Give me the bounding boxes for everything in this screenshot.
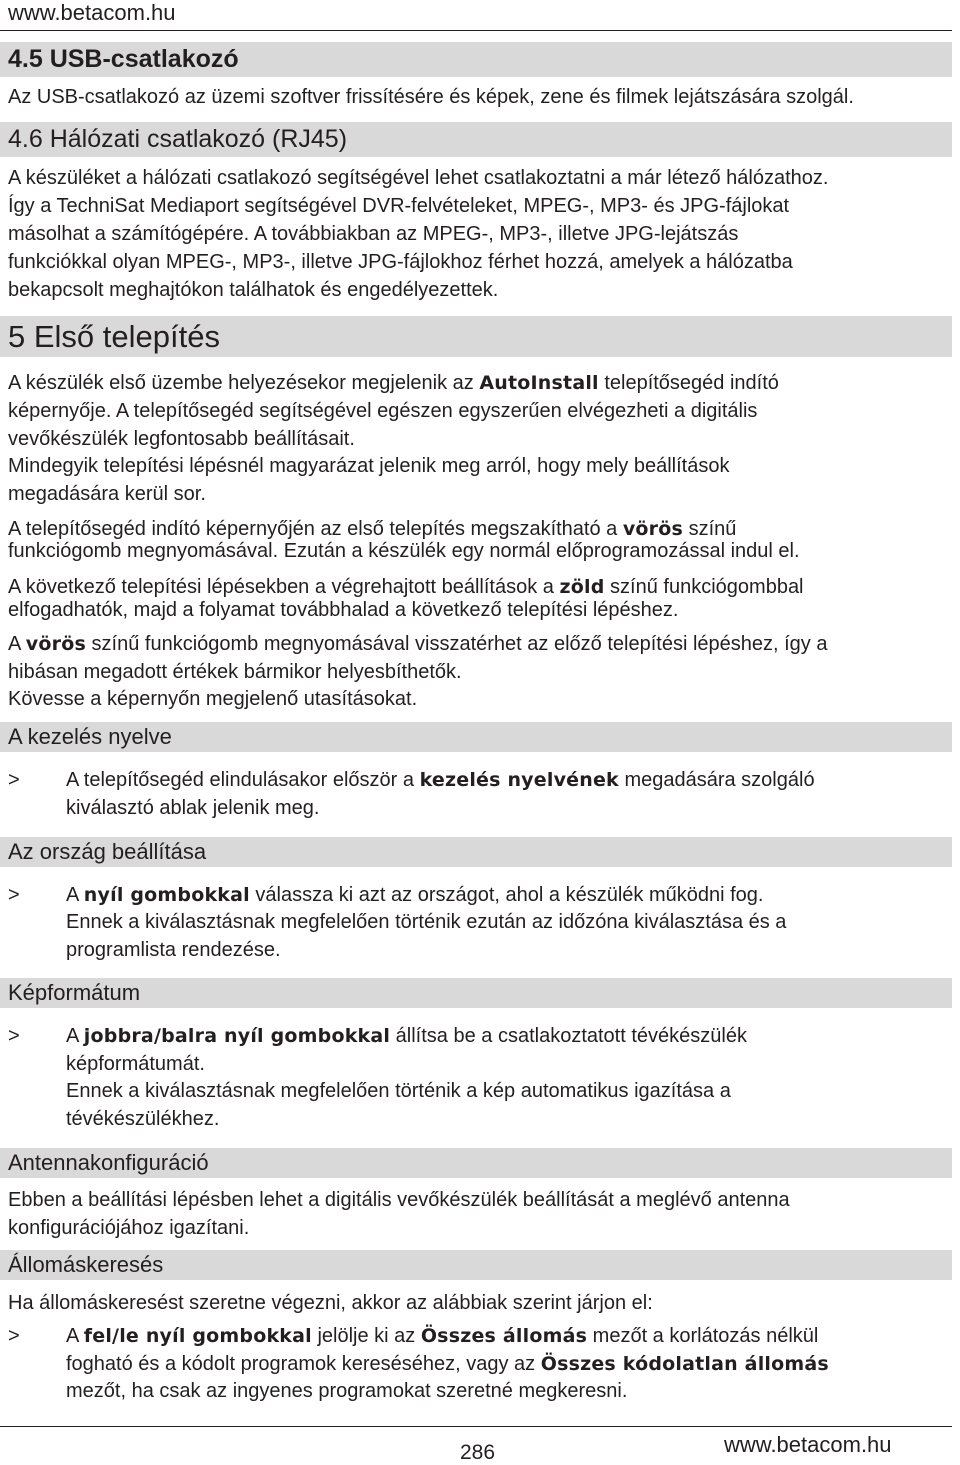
text-run: A következő telepítési lépésekben a végrehajtott beállítások a bbox=[8, 576, 560, 598]
bullet-arrow: > bbox=[8, 769, 20, 791]
picture-format-heading bbox=[0, 978, 952, 1008]
section-5-line-a3: vevőkészülék legfontosabb beállításait. bbox=[8, 428, 355, 450]
bullet-arrow: > bbox=[8, 1325, 20, 1347]
section-4-6-line-2: Így a TechniSat Mediaport segítségével DVR-felvételeket, MPEG-, MP3- és JPG-fájlokat bbox=[8, 195, 790, 217]
country-heading bbox=[0, 837, 952, 867]
bullet-arrow: > bbox=[8, 884, 20, 906]
antenna-line-1: Ebben a beállítási lépésben lehet a digitális vevőkészülék beállítását a meglévő antenna bbox=[8, 1189, 790, 1211]
section-5-line-a5: megadására kerül sor. bbox=[8, 483, 206, 505]
channel-search-line-2 bbox=[66, 1351, 952, 1379]
text-run: A bbox=[66, 1025, 84, 1047]
green-key-term: zöld bbox=[559, 576, 605, 598]
section-5-line-c2: elfogadhatók, majd a folyamat továbbhalad a következő telepítési lépéshez. bbox=[8, 599, 679, 621]
text-run: fogható és a kódolt programok kereséséhez, vagy az bbox=[66, 1353, 541, 1375]
section-5-heading bbox=[0, 316, 952, 357]
picture-format-line-3: Ennek a kiválasztásnak megfelelően történik a kép automatikus igazítása a bbox=[66, 1080, 731, 1102]
section-4-6-line-3: másolhat a számítógépére. A továbbiakban az MPEG-, MP3-, illetve JPG-lejátszás bbox=[8, 223, 739, 245]
country-line-2: Ennek a kiválasztásnak megfelelően történik ezután az időzóna kiválasztása és a bbox=[66, 911, 787, 933]
top-rule bbox=[0, 30, 952, 31]
picture-format-line-2: képformátumát. bbox=[66, 1053, 205, 1075]
autoinstall-term: AutoInstall bbox=[479, 372, 599, 394]
bullet-arrow: > bbox=[8, 1025, 20, 1047]
country-line-3: programlista rendezése. bbox=[66, 939, 281, 961]
channel-search-line-3: mezőt, ha csak az ingyenes programokat szeretné megkeresni. bbox=[66, 1380, 628, 1402]
text-run: A telepítősegéd elindulásakor először a bbox=[66, 769, 420, 791]
all-fta-stations-term: Összes kódolatlan állomás bbox=[540, 1353, 829, 1375]
section-5-line-d1 bbox=[8, 631, 952, 659]
language-title: A kezelés nyelve bbox=[8, 724, 172, 749]
text-run: A készülék első üzembe helyezésekor megjelenik az bbox=[8, 372, 480, 394]
channel-search-line-1 bbox=[66, 1323, 952, 1351]
text-run: színű funkciógombbal bbox=[604, 576, 804, 598]
left-right-keys-term: jobbra/balra nyíl gombokkal bbox=[83, 1025, 391, 1047]
arrow-keys-term: nyíl gombokkal bbox=[83, 884, 250, 906]
section-5-line-d3: Kövesse a képernyőn megjelenő utasításokat. bbox=[8, 688, 418, 710]
header-url[interactable]: www.betacom.hu bbox=[8, 0, 176, 25]
section-4-5-text: Az USB-csatlakozó az üzemi szoftver frissítésére és képek, zene és filmek lejátszására szolgál. bbox=[8, 86, 854, 108]
section-4-6-line-5: bekapcsolt meghajtókon találhatok és engedélyezettek. bbox=[8, 279, 499, 301]
red-key-term: vörös bbox=[622, 518, 684, 540]
up-down-keys-term: fel/le nyíl gombokkal bbox=[83, 1325, 312, 1347]
text-run: színű bbox=[683, 518, 737, 540]
section-4-6-line-1: A készüléket a hálózati csatlakozó segítségével lehet csatlakoztatni a már létező hálózathoz. bbox=[8, 167, 829, 189]
all-stations-term: Összes állomás bbox=[420, 1325, 588, 1347]
text-run: A bbox=[66, 1325, 84, 1347]
section-5-title: 5 Első telepítés bbox=[8, 319, 220, 354]
text-run: megadására szolgáló bbox=[618, 769, 815, 791]
text-run: mezőt a korlátozás nélkül bbox=[587, 1325, 819, 1347]
section-4-6-heading bbox=[0, 122, 952, 157]
picture-format-line-4: tévékészülékhez. bbox=[66, 1108, 220, 1130]
text-run: A bbox=[8, 633, 26, 655]
antenna-heading bbox=[0, 1148, 952, 1178]
language-line-2: kiválasztó ablak jelenik meg. bbox=[66, 797, 320, 819]
language-term: kezelés nyelvének bbox=[419, 769, 619, 791]
antenna-line-2: konfigurációjához igazítani. bbox=[8, 1217, 250, 1239]
red-key-term: vörös bbox=[25, 633, 86, 655]
text-run: A bbox=[66, 884, 84, 906]
footer-url[interactable]: www.betacom.hu bbox=[724, 1432, 892, 1457]
section-4-5-title: 4.5 USB-csatlakozó bbox=[8, 45, 239, 73]
picture-format-line-1 bbox=[66, 1023, 952, 1051]
text-run: jelölje ki az bbox=[311, 1325, 421, 1347]
section-5-line-a2: képernyője. A telepítősegéd segítségével egészen egyszerűen elvégezheti a digitális bbox=[8, 400, 758, 422]
text-run: válassza ki azt az országot, ahol a készülék működni fog. bbox=[249, 884, 764, 906]
section-5-line-a4: Mindegyik telepítési lépésnél magyarázat jelenik meg arról, hogy mely beállítások bbox=[8, 455, 730, 477]
section-5-line-d2: hibásan megadott értékek bármikor helyesbíthetők. bbox=[8, 661, 462, 683]
channel-search-title: Állomáskeresés bbox=[8, 1252, 164, 1277]
section-4-6-title: 4.6 Hálózati csatlakozó (RJ45) bbox=[8, 125, 348, 153]
country-line-1 bbox=[66, 882, 952, 910]
section-4-6-line-4: funkciókkal olyan MPEG-, MP3-, illetve JPG-fájlokhoz férhet hozzá, amelyek a hálózatba bbox=[8, 251, 793, 273]
text-run: állítsa be a csatlakoztatott tévékészülék bbox=[390, 1025, 747, 1047]
country-title: Az ország beállítása bbox=[8, 839, 207, 864]
bottom-rule bbox=[0, 1426, 952, 1427]
language-line-1 bbox=[66, 767, 952, 795]
text-run: A telepítősegéd indító képernyőjén az első telepítés megszakítható a bbox=[8, 518, 623, 540]
page-number: 286 bbox=[460, 1441, 496, 1464]
language-heading bbox=[0, 722, 952, 752]
picture-format-title: Képformátum bbox=[8, 980, 141, 1005]
text-run: színű funkciógomb megnyomásával visszatérhet az előző telepítési lépéshez, így a bbox=[85, 633, 828, 655]
section-5-line-a1 bbox=[8, 370, 952, 398]
channel-search-heading bbox=[0, 1250, 952, 1280]
antenna-title: Antennakonfiguráció bbox=[8, 1150, 209, 1175]
section-4-5-heading bbox=[0, 42, 952, 77]
channel-search-intro: Ha állomáskeresést szeretne végezni, akkor az alábbiak szerint járjon el: bbox=[8, 1292, 653, 1314]
section-5-line-b2: funkciógomb megnyomásával. Ezután a készülék egy normál előprogramozással indul el. bbox=[8, 540, 800, 562]
text-run: telepítősegéd indító bbox=[598, 372, 779, 394]
